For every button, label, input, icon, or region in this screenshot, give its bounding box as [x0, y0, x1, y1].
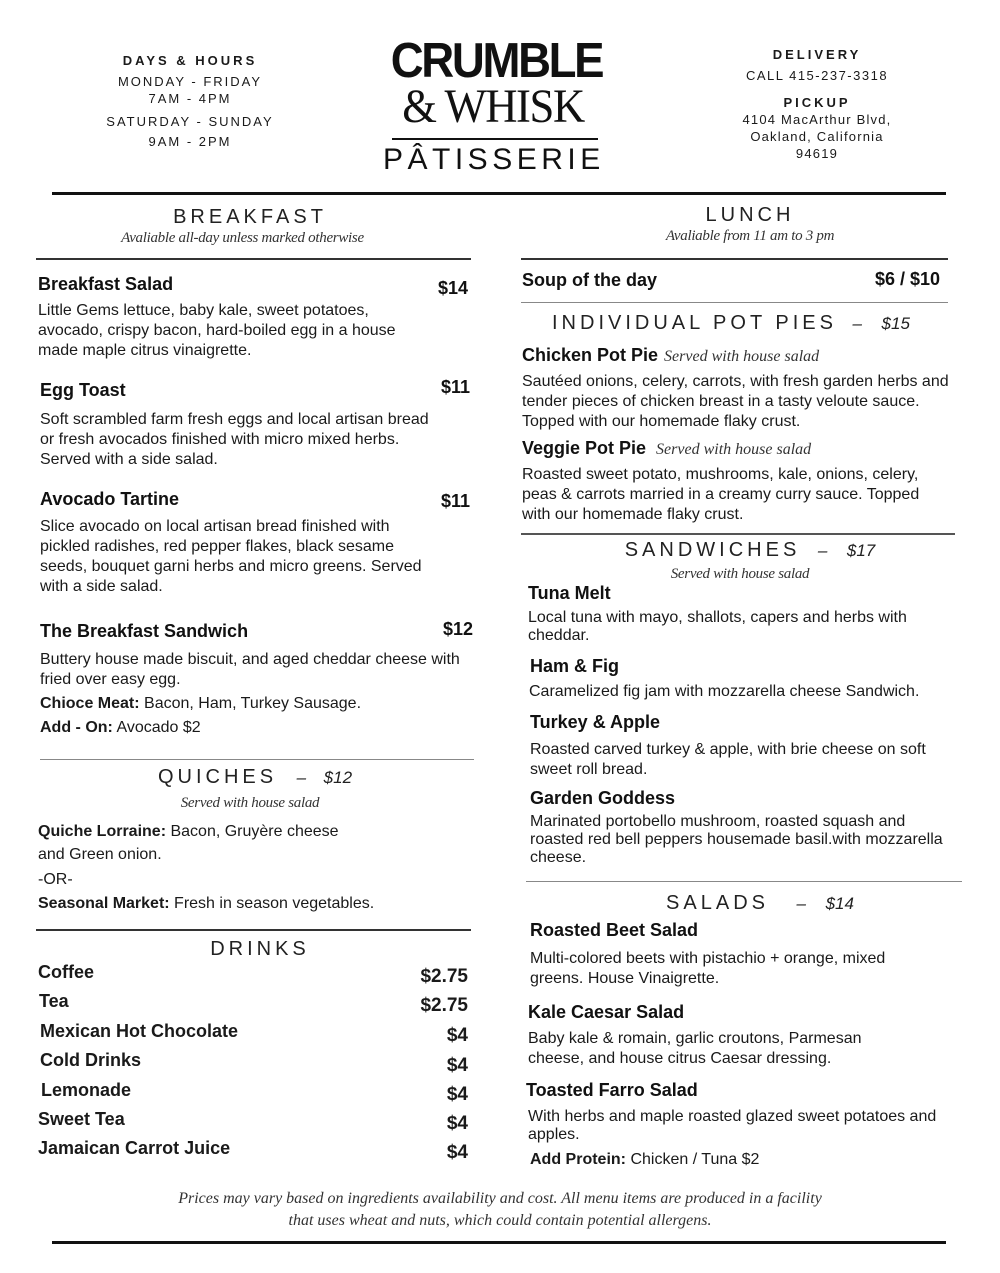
pot-pie-name-row: [522, 438, 811, 459]
weekday-days: MONDAY - FRIDAY: [117, 74, 263, 89]
salads-dash: –: [796, 894, 807, 913]
quiche-lorraine: [38, 822, 458, 842]
pot-pies-price: $15: [881, 314, 910, 333]
salad-name: Roasted Beet Salad: [530, 920, 699, 940]
drink-price: $4: [446, 1113, 468, 1134]
quiche-lorraine-value: Bacon, Gruyère cheese: [166, 823, 339, 840]
drinks-divider: [36, 929, 471, 931]
footer-divider: [52, 1241, 946, 1244]
breakfast-item-price: $11: [441, 377, 471, 397]
salad-desc: With herbs and maple roasted glazed sweet potatoes and apples.: [528, 1108, 937, 1143]
footer-line1: Prices may vary based on ingredients availability and cost. All menu items are produced in a facility: [178, 1190, 822, 1207]
delivery-phone[interactable]: CALL 415-237-3318: [745, 68, 889, 83]
sandwich-name: Garden Goddess: [530, 788, 676, 808]
lunch-title: LUNCH: [705, 204, 795, 226]
sandwich-name: Turkey & Apple: [530, 712, 661, 732]
quiches-subtitle: Served with house salad: [180, 795, 320, 811]
pot-pie-tag: Served with house salad: [656, 441, 812, 458]
drink-name: Mexican Hot Chocolate: [40, 1021, 239, 1041]
sandwich-desc: Roasted carved turkey & apple, with brie cheese on soft sweet roll bread.: [530, 741, 926, 778]
drink-name: Lemonade: [41, 1080, 132, 1100]
lunch-divider: [521, 258, 948, 260]
breakfast-item-desc: Slice avocado on local artisan bread finished with pickled radishes, red pepper flakes, black sesame seeds, bouquet garni herbs and micro greens. Served with a side salad.: [40, 518, 422, 595]
logo-crumble: CRUMBLE: [390, 34, 603, 88]
logo-whisk: & WHISK: [402, 80, 584, 133]
salad-add-protein: [530, 1150, 930, 1170]
salad-name: Toasted Farro Salad: [526, 1080, 698, 1100]
pot-pies-dash: –: [852, 314, 862, 333]
weekend-days: SATURDAY - SUNDAY: [106, 114, 274, 129]
sandwich-meat-choice: [40, 694, 470, 714]
pot-pie-tag: Served with house salad: [664, 348, 820, 365]
delivery-heading: DELIVERY: [772, 47, 862, 62]
breakfast-item-price: $12: [443, 619, 474, 639]
drink-price: $4: [446, 1055, 468, 1076]
breakfast-item-name: Avocado Tartine: [40, 489, 180, 509]
weekend-hours: 9AM - 2PM: [148, 134, 232, 149]
quiche-seasonal-value: Fresh in season vegetables.: [169, 895, 375, 912]
footer-line2: that uses wheat and nuts, which could contain potential allergens.: [288, 1212, 712, 1229]
drink-price: $4: [446, 1142, 468, 1163]
pickup-address-line2: Oakland, California: [750, 129, 884, 144]
sandwiches-dash: –: [817, 541, 828, 560]
footer-disclaimer: [150, 1188, 850, 1232]
quiches-title-row: [100, 766, 410, 789]
breakfast-item-name: Egg Toast: [40, 380, 126, 400]
pot-pie-name: Chicken Pot Pie: [522, 345, 659, 365]
drink-price: $2.75: [420, 995, 468, 1016]
soup-name: Soup of the day: [522, 270, 657, 290]
pot-pies-title-row: [540, 312, 940, 335]
sandwiches-title: SANDWICHES: [624, 539, 801, 561]
sandwich-desc: Local tuna with mayo, shallots, capers and herbs with cheddar.: [528, 609, 907, 644]
lunch-subtitle: Avaliable from 11 am to 3 pm: [665, 228, 835, 244]
sandwich-addon-value: Avocado $2: [112, 719, 201, 736]
sandwiches-price: $17: [846, 541, 876, 560]
salad-name: Kale Caesar Salad: [528, 1002, 685, 1022]
salads-divider: [526, 881, 962, 882]
pot-pie-name-row: [522, 345, 819, 366]
logo-divider: [392, 138, 598, 140]
pickup-address-line3: 94619: [795, 146, 839, 161]
drink-price: $4: [446, 1025, 468, 1046]
soup-price: $6 / $10: [875, 269, 941, 289]
pot-pie-desc: Sautéed onions, celery, carrots, with fresh garden herbs and tender pieces of chicken breast in a tasty veloute sauce. Topped with our homemade flaky crust.: [522, 373, 949, 430]
quiches-dash: –: [296, 768, 307, 787]
quiches-title: QUICHES: [157, 766, 278, 788]
sandwich-name: Ham & Fig: [530, 656, 620, 676]
hours-block: [80, 52, 300, 150]
hours-heading: DAYS & HOURS: [122, 53, 258, 68]
quiche-seasonal-label: Seasonal Market:: [38, 895, 170, 912]
drinks-title: DRINKS: [210, 938, 310, 960]
pot-pies-title: INDIVIDUAL POT PIES: [552, 312, 837, 334]
pot-pie-name: Veggie Pot Pie: [522, 438, 647, 458]
pickup-heading: PICKUP: [783, 95, 851, 110]
weekday-hours: 7AM - 4PM: [148, 91, 232, 106]
salads-title: SALADS: [666, 892, 769, 914]
sandwich-name: Tuna Melt: [528, 583, 611, 603]
sandwich-meat-label: Chioce Meat:: [40, 695, 140, 712]
quiche-lorraine-cont: and Green onion.: [38, 846, 162, 863]
sandwiches-title-row: [580, 539, 920, 562]
drink-name: Sweet Tea: [38, 1109, 125, 1129]
salad-protein-label: Add Protein:: [530, 1151, 626, 1168]
breakfast-item-desc: Soft scrambled farm fresh eggs and local artisan bread or fresh avocados finished with micro mixed herbs. Served with a side salad.: [40, 411, 429, 468]
quiche-seasonal: [38, 894, 468, 914]
salad-desc: Multi-colored beets with pistachio + orange, mixed greens. House Vinaigrette.: [530, 950, 886, 987]
sandwich-addon: [40, 718, 470, 738]
breakfast-divider: [36, 258, 471, 260]
breakfast-item-price: $14: [438, 278, 469, 298]
salad-desc: Baby kale & romain, garlic croutons, Parmesan cheese, and house citrus Caesar dressing.: [528, 1030, 862, 1067]
breakfast-subtitle: Avaliable all-day unless marked otherwise: [121, 230, 364, 246]
logo-patisserie: PÂTISSERIE: [383, 143, 605, 176]
pickup-address-line1: 4104 MacArthur Blvd,: [742, 112, 892, 127]
sandwich-desc: Marinated portobello mushroom, roasted squash and roasted red bell peppers housemade basil.with mozzarella cheese.: [530, 813, 943, 866]
quiches-price: $12: [323, 768, 353, 787]
breakfast-item-name: Breakfast Salad: [38, 274, 174, 294]
drink-price: $2.75: [420, 966, 468, 987]
header-divider: [52, 192, 946, 195]
drink-name: Jamaican Carrot Juice: [38, 1138, 231, 1158]
drink-name: Coffee: [38, 962, 95, 982]
breakfast-item-name: The Breakfast Sandwich: [40, 621, 249, 641]
pot-pies-divider: [521, 302, 948, 303]
sandwich-addon-label: Add - On:: [40, 719, 113, 736]
delivery-block: [712, 46, 922, 162]
breakfast-item-desc: Buttery house made biscuit, and aged cheddar cheese with fried over easy egg.: [40, 651, 460, 688]
breakfast-item-price: $11: [441, 491, 471, 511]
salads-title-row: [600, 892, 920, 915]
sandwich-desc: Caramelized fig jam with mozzarella cheese Sandwich.: [529, 683, 920, 700]
quiches-divider: [40, 759, 474, 760]
sandwiches-subtitle: Served with house salad: [670, 566, 810, 582]
salads-price: $14: [825, 894, 854, 913]
breakfast-item-desc: Little Gems lettuce, baby kale, sweet potatoes, avocado, crispy bacon, hard-boiled egg in a house made maple citrus vinaigrette.: [38, 302, 396, 359]
quiche-or: -OR-: [38, 871, 73, 888]
drink-name: Tea: [39, 991, 69, 1011]
pot-pie-desc: Roasted sweet potato, mushrooms, kale, onions, celery, peas & carrots married in a creamy curry sauce. Topped with our homemade flaky crust.: [522, 466, 920, 523]
salad-protein-value: Chicken / Tuna $2: [626, 1151, 760, 1168]
breakfast-title: BREAKFAST: [173, 206, 327, 228]
sandwiches-divider: [521, 533, 955, 535]
sandwich-meat-value: Bacon, Ham, Turkey Sausage.: [139, 695, 362, 712]
quiche-lorraine-label: Quiche Lorraine:: [38, 823, 167, 840]
drink-price: $4: [446, 1084, 468, 1105]
drink-name: Cold Drinks: [40, 1050, 142, 1070]
